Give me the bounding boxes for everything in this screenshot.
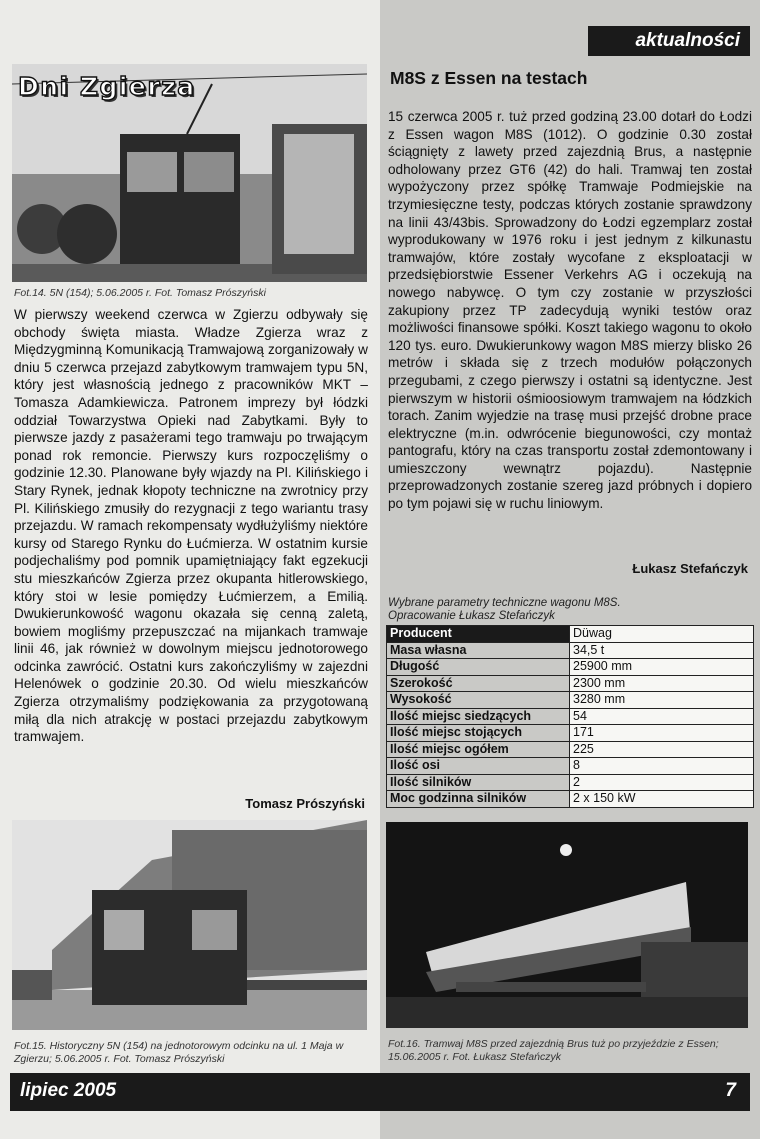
tram-photo-illustration [386, 822, 748, 1028]
table-value: 225 [570, 741, 754, 758]
table-row [387, 708, 754, 725]
article-title-m8s: M8S z Essen na testach [390, 68, 588, 88]
table-key: Ilość osi [387, 758, 570, 775]
table-value: 171 [570, 725, 754, 742]
photo-caption-16: Fot.16. Tramwaj M8S przed zajezdnią Brus tuż po przyjeździe z Essen; 15.06.2005 r. Fot. Łukasz Stefańczyk [388, 1038, 719, 1063]
table-value: 2 x 150 kW [570, 791, 754, 808]
section-label: aktualności [635, 30, 740, 51]
table-row [387, 725, 754, 742]
table-value: 3280 mm [570, 692, 754, 709]
table-key: Ilość miejsc siedzących [387, 708, 570, 725]
table-key: Ilość miejsc stojących [387, 725, 570, 742]
table-key: Moc godzinna silników [387, 791, 570, 808]
photo-tram-5n-1-maja [12, 820, 367, 1030]
page-number: 7 [725, 1080, 736, 1101]
author-signature-right: Łukasz Stefańczyk [632, 561, 748, 576]
table-caption-line-1: Wybrane parametry techniczne wagonu M8S. [388, 597, 621, 609]
table-key: Ilość miejsc ogółem [387, 741, 570, 758]
table-row [387, 642, 754, 659]
table-row [387, 675, 754, 692]
table-value: 2 [570, 774, 754, 791]
table-caption-line-2: Opracowanie Łukasz Stefańczyk [388, 610, 555, 622]
table-value: 2300 mm [570, 675, 754, 692]
article-title-dni-zgierza: Dni Zgierza [18, 72, 196, 101]
table-row [387, 741, 754, 758]
table-key: Wysokość [387, 692, 570, 709]
article-body-m8s [388, 108, 752, 513]
author-signature-left: Tomasz Prószyński [245, 796, 365, 811]
table-row [387, 758, 754, 775]
section-header [588, 26, 750, 56]
table-key: Ilość silników [387, 774, 570, 791]
table-row [387, 659, 754, 676]
table-value: Düwag [570, 626, 754, 643]
table-row [387, 626, 754, 643]
article-paragraph: 15 czerwca 2005 r. tuż przed godziną 23.00 dotarł do Łodzi z Essen wagon M8S (1012). O godzinie 0.30 został ściągnięty z lawety przed zajezdnią Brus, a następnie odholowany przez GT6 (42) do hali. Tramwaj ten został wypożyczony przez spółkę Tramwaje Podmiejskie na trzymiesięczne testy, podczas których zostanie sprawdzony na linii 43/43bis. Sprowadzony do Łodzi egzemplarz został wyprodukowany w 1976 roku i jest jednym z kilkunastu tramwajów, które zostały wycofane z eksploatacji w przedsiębiorstwie Essener Verkehrs AG i oczekują na nowego nabywcę. O tym czy zostanie w przyszłości zakupiony przez TP zadecydują wyniki testów oraz możliwości finansowe spółki. Koszt takiego wagonu to około 120 tys. euro. Dwukierunkowy wagon M8S mierzy blisko 26 metrów i składa się z trzech modułów połączonych przegubami, z czego pierwszy i ostatni są identyczne. Jest pierwszym w historii ośmioosiowym tramwajem na łódzkich torach. Zanim wyjedzie na trasę musi przejść drobne prace elektryczne (m.in. odwrócenie biegunowości, czy montaż pantografu, który na czas transportu został zdemontowany i umieszczony wewnątrz pojazdu). Następnie przeprowadzonych zostanie szereg jazd próbnych i dopiero po tym pojawi się w ruchu liniowym. [388, 109, 752, 512]
photo-tram-m8s-night [386, 822, 748, 1028]
photo-caption-15: Fot.15. Historyczny 5N (154) na jednotorowym odcinku na ul. 1 Maja w Zgierzu; 5.06.2005 r. Fot. Tomasz Prószyński [14, 1040, 344, 1065]
table-value: 25900 mm [570, 659, 754, 676]
article-paragraph: W pierwszy weekend czerwca w Zgierzu odbywały się obchody święta miasta. Władze Zgierza wraz z Międzygminną Komunikacją Tramwajową zorganizowały w dniu 5 czerwca przejazd zabytkowym tramwajem typu 5N, który jest własnością jednego z pracowników MKT – Tomasza Adamkiewicza. Patronem imprezy był łódzki oddział Towarzystwa Opieki nad Zabytkami. Były to pierwsze jazdy z pasażerami tego tramwaju po trwającym ponad rok remoncie. Pierwszy kurs rozpoczęliśmy o godzinie 12.30. Planowane były wjazdy na Pl. Kilińskiego i Stary Rynek, jednak kłopoty techniczne na zwrotnicy przy Pl. Kilińskiego zmusiły do rezygnacji z tego wariantu trasy przejazdu. W ramach rekompensaty wydłużyliśmy niektóre kursy od Starego Rynku do Łućmierza. W ostatnim kursie podjechaliśmy pod pomnik upamiętniający fakt egzekucji stu mieszkańców Zgierza przez okupanta hitlerowskiego, który stoi w lesie pomiędzy Łućmierzem, a Emilią. Dwukierunkowość wagonu okazała się cenną zaletą, bowiem mogliśmy przepuszczać na mijankach tramwaje linii 46, jak również w dowolnym miejscu jednotorowego odcinka zawrócić. Ostatni kurs zakończyliśmy w zajezdni Helenówek o godzinie 20.30. Od wielu mieszkańców Zgierza otrzymaliśmy podziękowania za przygotowaną miłą dla nich atrakcję w postaci przejazdu zabytkowym tramwajem. [14, 307, 368, 745]
table-key: Długość [387, 659, 570, 676]
page-footer [10, 1073, 750, 1111]
table-value: 54 [570, 708, 754, 725]
table-row [387, 692, 754, 709]
issue-date: lipiec 2005 [20, 1080, 117, 1101]
technical-parameters-table [386, 625, 754, 808]
photo-caption-14: Fot.14. 5N (154); 5.06.2005 r. Fot. Tomasz Prószyński [14, 287, 266, 299]
table-key: Masa własna [387, 642, 570, 659]
table-key: Producent [387, 626, 570, 643]
table-key: Szerokość [387, 675, 570, 692]
table-row [387, 791, 754, 808]
table-value: 34,5 t [570, 642, 754, 659]
table-value: 8 [570, 758, 754, 775]
table-caption [388, 597, 752, 623]
table-row [387, 774, 754, 791]
article-body-dni-zgierza [14, 306, 368, 746]
tram-photo-illustration [12, 820, 367, 1030]
